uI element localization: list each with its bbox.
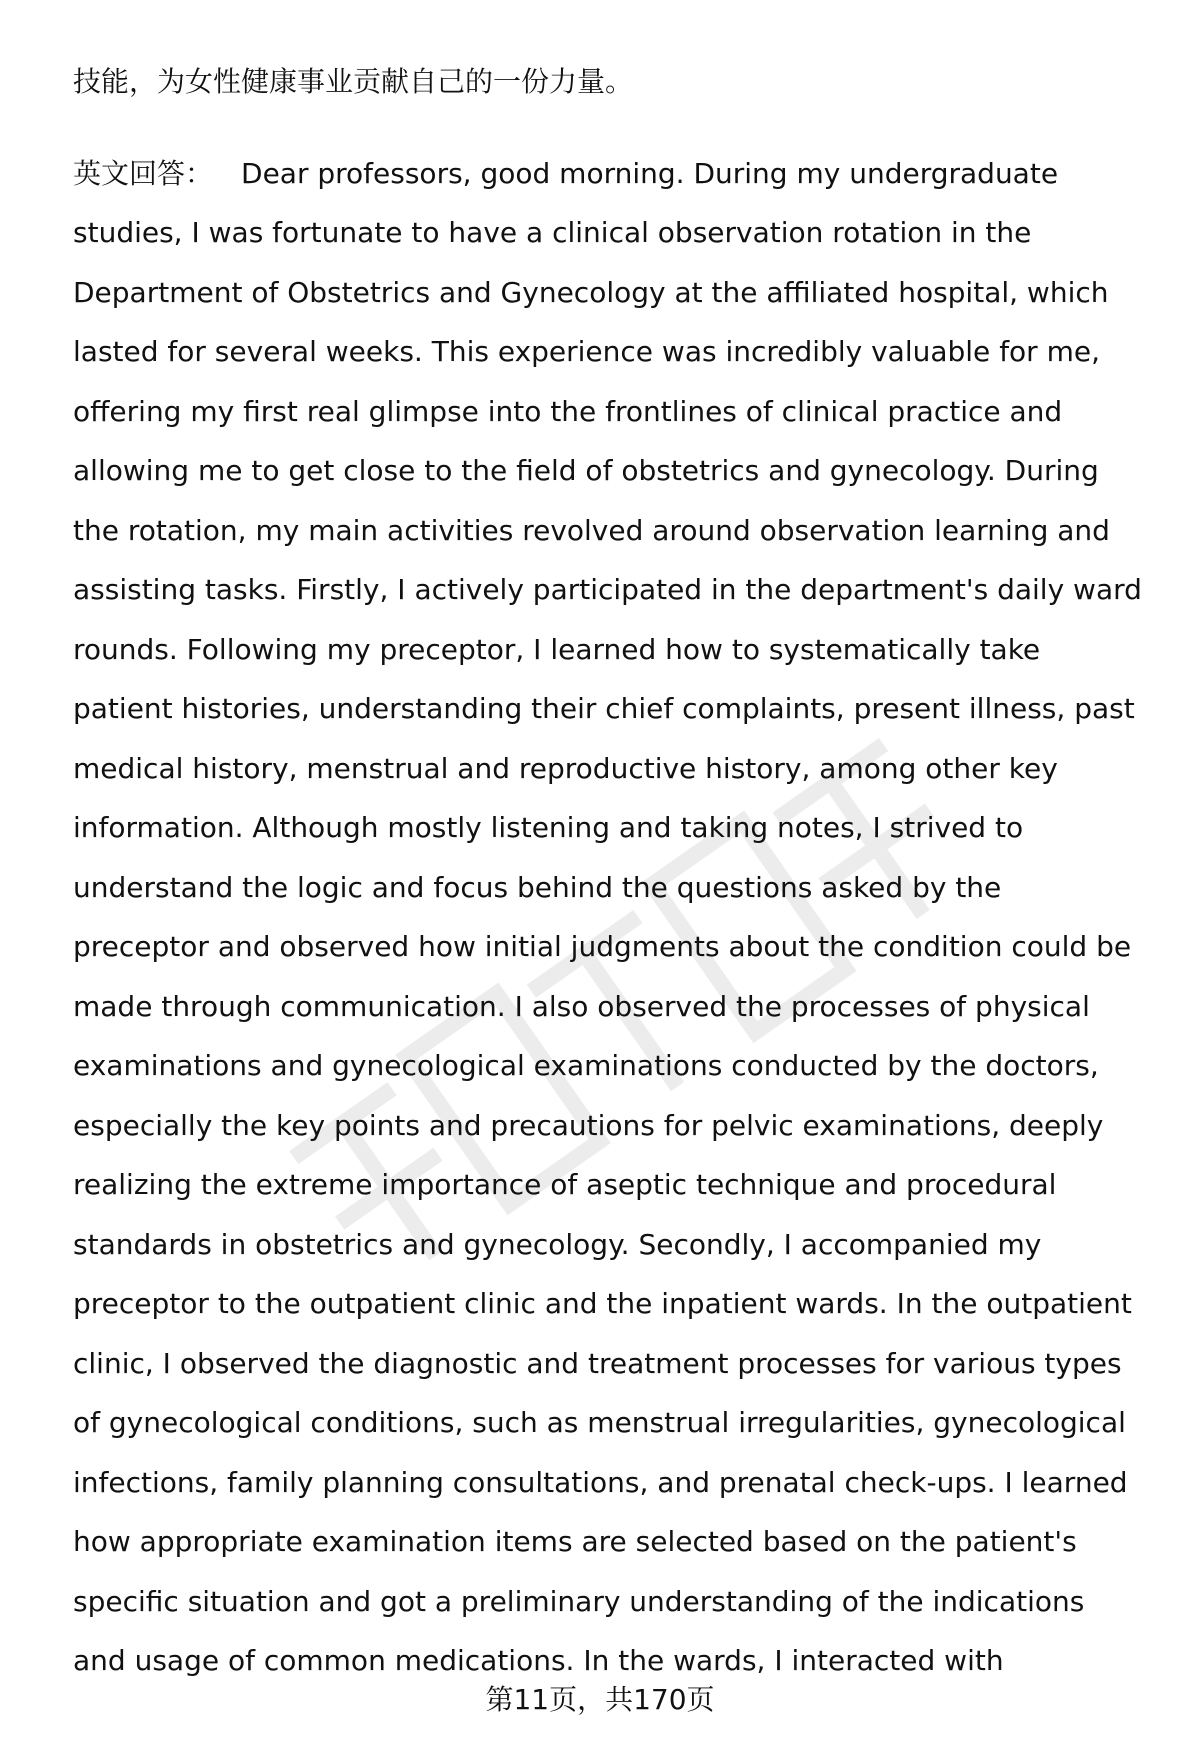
document-body <box>73 52 1173 1691</box>
answer-line: studies, I was fortunate to have a clinical observation rotation in the <box>73 216 1032 249</box>
answer-line: the rotation, my main activities revolved around observation learning and <box>73 513 1110 547</box>
answer-line: lasted for several weeks. This experience was incredibly valuable for me, <box>73 335 1100 368</box>
answer-line: preceptor and observed how initial judgments about the condition could be <box>73 930 1132 963</box>
answer-line: preceptor to the outpatient clinic and the inpatient wards. In the outpatient <box>73 1287 1132 1320</box>
answer-prefix: 英文回答： <box>73 156 214 190</box>
answer-line: clinic, I observed the diagnostic and treatment processes for various types <box>73 1346 1122 1380</box>
answer-line: and usage of common medications. In the wards, I interacted with <box>73 1644 1004 1677</box>
answer-line: standards in obstetrics and gynecology. Secondly, I accompanied my <box>73 1227 1042 1261</box>
answer-text: Dear professors, good morning. During my undergraduate <box>241 156 1059 190</box>
answer-line: how appropriate examination items are selected based on the patient's <box>73 1525 1077 1558</box>
page-number-footer: 第11页，共170页 <box>485 1683 715 1716</box>
answer-line: examinations and gynecological examinations conducted by the doctors, <box>73 1049 1099 1082</box>
answer-line: assisting tasks. Firstly, I actively participated in the department's daily ward <box>73 573 1142 606</box>
answer-line: Department of Obstetrics and Gynecology at the affiliated hospital, which <box>73 275 1109 309</box>
answer-line: infections, family planning consultations, and prenatal check-ups. I learned <box>73 1465 1128 1499</box>
continuation-text: 技能，为女性健康事业贡献自己的一份力量。 <box>73 65 634 98</box>
paragraph-gap <box>73 112 1173 144</box>
answer-line: understand the logic and focus behind the questions asked by the <box>73 870 1002 904</box>
answer-line: rounds. Following my preceptor, I learned how to systematically take <box>73 632 1041 666</box>
answer-line: offering my first real glimpse into the frontlines of clinical practice and <box>73 394 1063 428</box>
answer-line: allowing me to get close to the field of obstetrics and gynecology. During <box>73 454 1099 487</box>
answer-line: especially the key points and precautions for pelvic examinations, deeply <box>73 1108 1104 1142</box>
answer-line-1 <box>73 144 1173 204</box>
answer-line: realizing the extreme importance of aseptic technique and procedural <box>73 1168 1057 1201</box>
answer-line: information. Although mostly listening and taking notes, I strived to <box>73 811 1024 844</box>
answer-line: medical history, menstrual and reproductive history, among other key <box>73 751 1058 785</box>
answer-line: specific situation and got a preliminary understanding of the indications <box>73 1584 1085 1618</box>
answer-line: made through communication. I also observed the processes of physical <box>73 989 1090 1023</box>
answer-line: patient histories, understanding their chief complaints, present illness, past <box>73 692 1135 725</box>
answer-line: of gynecological conditions, such as menstrual irregularities, gynecological <box>73 1406 1126 1439</box>
